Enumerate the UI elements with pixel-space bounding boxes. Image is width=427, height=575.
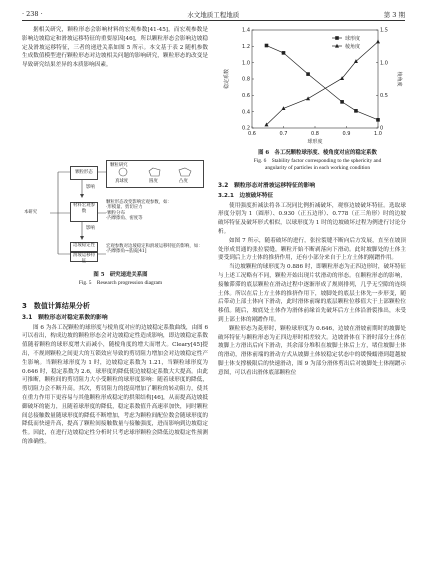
slope-note-0: 宏观参数对边坡稳定和滑坡运移特征的影响，如： — [106, 244, 203, 249]
legend-marker-1 — [335, 36, 339, 40]
right-paragraph-3: 当边坡颗粒的球形度为 0.886 时，即颗粒形态为正四边形时，破坏特征与上述工况略有不同，颗粒开始出现片状滑动的形态。在颗粒形态的影响，接触滞滞的底层颗粒在滑动过程中逐渐形成了规则排列，几乎无空隙的连续土体。所以在后上方土体的推挤作用下，坡脚处的底层土体先一步形变，随后带动上部土体向下滑动，此时滑体前缘的底层颗粒位移值大于上部颗粒位移值。随后，坡底处土体作为滑体前缘首先破坏后方土体沿滑裂推出，未受到上部土体的剐蹭作用。 — [218, 264, 406, 323]
fig5-caption-en: Fig. 5 Research progression diagram — [78, 279, 163, 286]
particle-shape-box: 颗粒形态 — [70, 166, 98, 180]
section-3-1-title: 3.1 颗粒形态对稳定系数的影响 — [22, 314, 108, 321]
section-3-title: 3 数值计算结果分析 — [22, 302, 90, 310]
series-2-point — [306, 96, 310, 100]
legend-label-2: 棱角度 — [345, 43, 361, 50]
fig6-caption-cn: 图 6 各工况颗粒球形度、棱角度对应的稳定系数 — [258, 150, 377, 156]
intro-paragraph: 据相关研究，颗粒形态会影响材料的宏观参数[41-45]，而宏观参数是影响边坡稳定和滑坡运移特征的重要原因[46]，所以颗粒形态会影响边坡稳定及滑坡运移特征，三者的递进关系如图 5 所示。本文基于表 2 随机参数生成数值模型进行颗粒形态对边坡相关问题的影响研究，颗粒形态的改变是导致研究结果差异的本质影响因素。 — [22, 27, 208, 69]
series-1-point — [340, 100, 344, 104]
macro-note-0: 颗粒形态改变影响宏观参数，如： — [106, 200, 172, 205]
fig5-caption-cn: 图 5 研究递进关系图 — [93, 272, 148, 278]
section-3-2-title: 3.2 颗粒形态对滑坡运移特征的影响 — [218, 183, 316, 189]
y-tick-label: 0.8 — [242, 76, 250, 83]
legend-label-1: 球形度 — [345, 35, 361, 42]
x-tick-label: 0.9 — [342, 131, 351, 137]
x-tick-label: 0.6 — [248, 131, 256, 137]
y-tick-label: 1.2 — [242, 44, 250, 51]
figure-6-chart — [218, 24, 406, 148]
y2-tick-label: 0 — [380, 125, 384, 132]
left-column — [22, 26, 208, 70]
left-column-lower — [22, 296, 208, 447]
convexity-shape-label: 凸度 — [179, 179, 188, 184]
right-column-text — [218, 180, 406, 378]
page-number: · 238 · — [22, 10, 43, 18]
series-1-point — [282, 51, 286, 55]
landslide-migration-box: 滑坡运移特征 — [70, 252, 98, 262]
macro-params-box: 材料宏观参数 — [70, 202, 98, 222]
this-study-label: 本研究 — [24, 210, 38, 215]
section-3-2-1-title: 3.2.1 边坡破坏特征 — [218, 192, 274, 199]
y2-tick-label: 1.5 — [380, 27, 388, 34]
influence-label-1: 影响 — [86, 185, 95, 190]
macro-note-3: ·内摩擦角、密度等 — [106, 216, 143, 222]
section-3-1-paragraph: 图 6 为各工况颗粒的球形度与棱角度对应的边坡稳定系数曲线，由图 6 可以看出，构成边坡的颗粒形态会对边坡稳定性造成影响，即边坡稳定系数值随着颗粒的球形度增大而减小，随棱角度的增大而增大。Cleary[45]提出，不规则颗粒之间更大的互锁效应导致的剪切阻力增加会对边坡稳定性产生影响。当颗粒球形度为 1 时，边坡稳定系数为 1.21，当颗粒球形度为 0.646 时，稳定系数为 2.6，球形度的降低使边坡稳定系数大大提高。由此可推断，颗粒间的剪切阻力大小受颗粒的球形度影响：随着球形度的降低，剪切阻力会不断升高。其次，剪切阻力的提高增加了颗粒的转动阻力，使其在重力作用下更容易与其他颗粒形成稳定的拱架结构[46]，从而提高边坡抵御破坏的能力，且随着球形度的降低，稳定系数值升高速率加快，同时颗粒间总接触数量随球形度的降低不断增加，考虑为颗粒间配位数会随球形度的降低而快速升高，提高了颗粒间接触数量与接触强度，进而影响到边坡稳定性。因此，在进行边坡稳定性分析时只考虑球形颗粒会降低边坡稳定性预测的准确性。 — [22, 324, 208, 445]
y2-axis-label: 棱角度 — [396, 71, 402, 87]
figure-5-diagram — [22, 158, 208, 268]
sphericity-shape-label: 真球度 — [115, 179, 129, 184]
y-tick-label: 0.6 — [242, 93, 250, 100]
right-paragraph-2: 如图 7 所示，随着破坏的进行，张拉裂缝不断向后方发展，直至在坡顶处形成贯通的张拉裂缝，颗粒开始不断剥落向下滑动。此时坡脚处的土体主要受到后上方土体的推挤作用，还有小部分来自于上方土体的剐蹭作用。 — [218, 237, 406, 262]
influence-label-2: 影响 — [86, 226, 95, 231]
x-tick-label: 0.8 — [311, 131, 319, 137]
x-tick-label: 1.0 — [374, 131, 382, 137]
series-2-point — [376, 40, 380, 44]
right-paragraph-1: 使用强度折减法将各工况同比例折减破坏，观察边坡破坏特征。选取球形度分别为 1（圆形）、0.930（正五边形）、0.778（正三角形）时的边坡破坏特征及破坏形式相似，以球形度为 1 时的边坡破坏过程为例进行讨论分析。 — [218, 202, 406, 235]
slope-notes — [106, 244, 206, 255]
slope-note-1: ·内摩擦角→基质[41] — [106, 249, 147, 255]
series-1-point — [376, 118, 380, 122]
chart-svg — [218, 24, 406, 148]
fig5-caption — [22, 272, 208, 287]
series-1-point — [306, 72, 310, 76]
particle-research-label: 颗粒研究 — [110, 163, 128, 168]
fig6-caption-en-1: Fig. 6 Stability factor corresponding to the sphericity and — [253, 157, 382, 164]
y2-tick-label: 0.5 — [380, 93, 388, 100]
right-paragraph-4: 颗粒形态为菱形时，颗粒球形度为 0.646，边坡在滑坡前期时的坡脚处破坏特征与颗粒形态为正四边形时相差较大。边坡滑体在下滑时部分土体在坡脚上方滑出后向下滑动，其余部分堆积在坡脚土体后上方，堵住坡脚土体的滑动，滑体前端的滑动方式从坡脚土体较稳定状态中的缓慢蠕滑到超越坡脚土体支撑极限后的快速滑动，图 9 为部分滑体剪出后对坡脚处土体剐蹭示意图，可以看出滑体底部颗粒位 — [218, 325, 406, 376]
roundness-shape-label: 圆度 — [149, 179, 158, 184]
macro-note-2: ·颗粒分布 — [106, 210, 125, 216]
y2-tick-label: 1.0 — [380, 60, 388, 67]
y-tick-label: 1.0 — [242, 60, 250, 67]
y-tick-label: 0.2 — [242, 125, 250, 132]
series-1-point — [265, 44, 269, 48]
y-axis-label: 稳定系数 — [224, 68, 230, 90]
journal-name: 水文地质工程地质 — [187, 10, 240, 19]
fig6-caption-en-2: angularity of particles in each working condition — [264, 165, 371, 171]
macro-note-1: ·形模量、剪切应力 — [106, 205, 143, 211]
running-header — [22, 8, 405, 21]
y-tick-label: 1.4 — [242, 27, 250, 34]
fig6-caption — [218, 150, 406, 173]
issue-label: 第 3 期 — [383, 10, 405, 19]
particle-research-panel — [106, 160, 204, 188]
macro-params-notes — [106, 200, 202, 222]
series-1-point — [354, 109, 358, 113]
x-tick-label: 0.7 — [279, 131, 288, 137]
x-axis-label: 球形度 — [307, 139, 323, 145]
particle-shape-icons — [107, 165, 203, 179]
y-tick-label: 0.4 — [242, 109, 250, 116]
slope-stability-box: 边坡稳定性 — [70, 242, 98, 252]
